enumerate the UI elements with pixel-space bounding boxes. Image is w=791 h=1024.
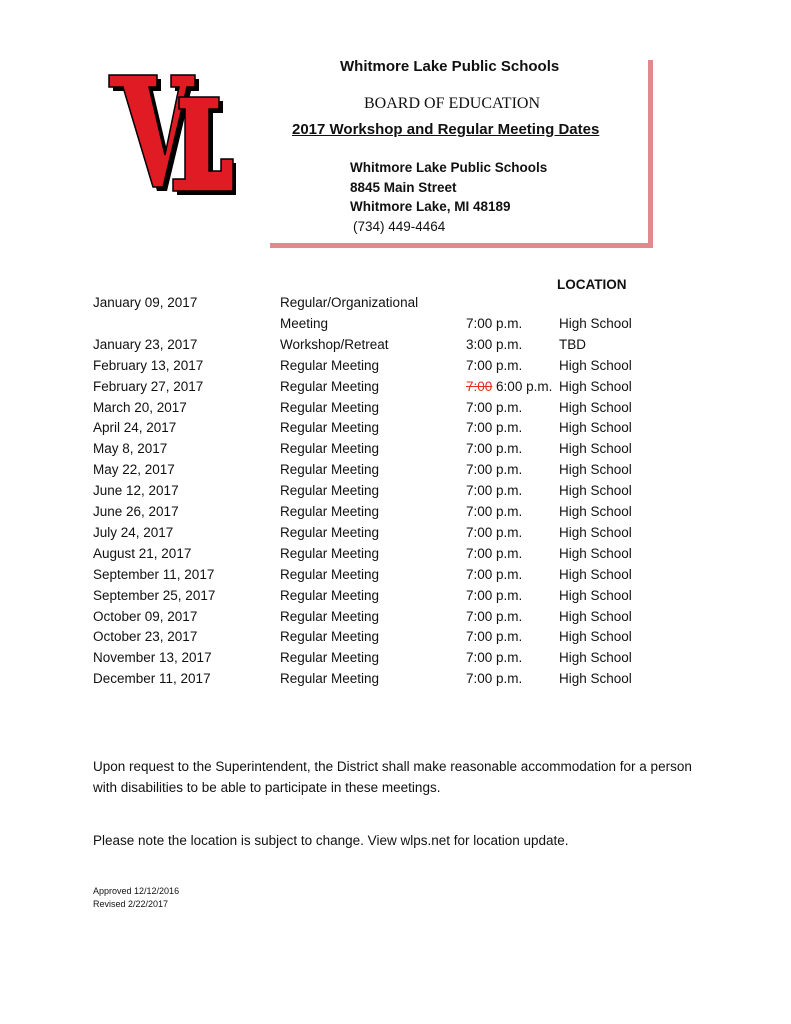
meeting-time: 7:00 p.m. bbox=[466, 420, 523, 436]
document-title: 2017 Workshop and Regular Meeting Dates bbox=[292, 121, 600, 138]
meeting-location: High School bbox=[559, 399, 632, 415]
meeting-location: High School bbox=[559, 545, 632, 561]
meeting-date: February 13, 2017 bbox=[93, 357, 204, 373]
meeting-time: 7:00 p.m. bbox=[466, 315, 523, 331]
meeting-type: Regular Meeting bbox=[280, 566, 380, 582]
meeting-type: Regular Meeting bbox=[280, 399, 380, 415]
meeting-date: November 13, 2017 bbox=[93, 650, 212, 666]
meeting-time: 7:00 p.m. bbox=[466, 587, 523, 603]
meeting-time: 7:00 p.m. bbox=[466, 608, 523, 624]
meeting-location: High School bbox=[559, 650, 632, 666]
meeting-type-line1: Regular/Organizational bbox=[280, 295, 419, 310]
meeting-type: Regular Meeting bbox=[280, 441, 380, 457]
meeting-location: High School bbox=[559, 315, 632, 331]
meeting-type: Regular Meeting bbox=[280, 524, 380, 540]
meeting-location: High School bbox=[559, 524, 632, 540]
meeting-date: May 22, 2017 bbox=[93, 462, 175, 478]
meeting-time: 7:00 p.m. bbox=[466, 629, 523, 645]
meeting-location: High School bbox=[559, 504, 632, 519]
meeting-type: Regular Meeting bbox=[280, 671, 380, 687]
meeting-location: TBD bbox=[559, 336, 586, 352]
meeting-date: April 24, 2017 bbox=[93, 420, 177, 436]
meeting-date: March 20, 2017 bbox=[93, 399, 187, 415]
meeting-date: September 11, 2017 bbox=[93, 566, 215, 582]
meeting-location: High School bbox=[559, 608, 632, 624]
meeting-time: 3:00 p.m. bbox=[466, 336, 523, 352]
meeting-location: High School bbox=[559, 483, 632, 499]
header-border-box bbox=[270, 60, 653, 248]
location-column-header: LOCATION bbox=[557, 277, 627, 292]
meeting-date: June 12, 2017 bbox=[93, 483, 179, 499]
address-name: Whitmore Lake Public Schools bbox=[350, 160, 548, 175]
meeting-date: August 21, 2017 bbox=[93, 545, 192, 561]
meeting-date: May 8, 2017 bbox=[93, 441, 168, 457]
meeting-location: High School bbox=[559, 629, 632, 645]
meeting-location: High School bbox=[559, 357, 632, 373]
meeting-time: 7:00 p.m. bbox=[466, 462, 523, 478]
address-street: 8845 Main Street bbox=[350, 180, 457, 195]
board-title: BOARD OF EDUCATION bbox=[364, 95, 541, 112]
meeting-location: High School bbox=[559, 566, 632, 582]
meeting-time: 7:00 p.m. bbox=[466, 441, 523, 457]
meeting-type: Regular Meeting bbox=[280, 629, 380, 645]
meeting-date: January 23, 2017 bbox=[93, 336, 198, 352]
meeting-date: October 09, 2017 bbox=[93, 608, 198, 624]
address-city: Whitmore Lake, MI 48189 bbox=[350, 199, 511, 214]
meeting-date: January 09, 2017 bbox=[93, 295, 198, 310]
meeting-date: September 25, 2017 bbox=[93, 587, 216, 603]
meeting-date: December 11, 2017 bbox=[93, 671, 211, 687]
meeting-time: 7:00 p.m. bbox=[466, 545, 523, 561]
meeting-type: Regular Meeting bbox=[280, 357, 380, 373]
meeting-type: Regular Meeting bbox=[280, 608, 380, 624]
meeting-location: High School bbox=[559, 441, 632, 457]
meeting-type: Regular Meeting bbox=[280, 504, 380, 519]
meeting-time: 7:00 p.m. bbox=[466, 483, 523, 499]
meeting-date: July 24, 2017 bbox=[93, 524, 174, 540]
meeting-time: 7:00 p.m. bbox=[466, 650, 523, 666]
org-name: Whitmore Lake Public Schools bbox=[340, 58, 560, 75]
meeting-date: October 23, 2017 bbox=[93, 629, 198, 645]
struck-time: 7:00 bbox=[466, 378, 493, 394]
meeting-date: June 26, 2017 bbox=[93, 504, 179, 519]
meeting-type: Regular Meeting bbox=[280, 545, 380, 561]
meeting-time: 7:00 p.m. bbox=[466, 524, 523, 540]
accommodation-note: Upon request to the Superintendent, the District shall make reasonable accommodation for a person with disabilities to be able to participate in these meetings. bbox=[93, 759, 692, 795]
meeting-type: Regular Meeting bbox=[280, 462, 380, 478]
meeting-location: High School bbox=[559, 462, 632, 478]
school-logo bbox=[106, 72, 236, 196]
meeting-type: Regular Meeting bbox=[280, 650, 380, 666]
meeting-type: Regular Meeting bbox=[280, 378, 380, 394]
location-change-note: Please note the location is subject to change. View wlps.net for location update. bbox=[93, 833, 569, 848]
meeting-date: February 27, 2017 bbox=[93, 378, 204, 394]
meeting-type: Regular Meeting bbox=[280, 483, 380, 499]
meeting-type: Regular Meeting bbox=[280, 420, 380, 436]
meeting-location: High School bbox=[559, 671, 632, 687]
meeting-location: High School bbox=[559, 420, 632, 436]
approved-date: Approved 12/12/2016 bbox=[93, 886, 180, 896]
revised-time: 6:00 p.m. bbox=[496, 378, 553, 394]
meeting-location: High School bbox=[559, 378, 632, 394]
revised-date: Revised 2/22/2017 bbox=[93, 899, 169, 909]
meeting-time: 7:00 p.m. bbox=[466, 357, 523, 373]
meeting-location: High School bbox=[559, 587, 632, 603]
meeting-type: Workshop/Retreat bbox=[280, 336, 389, 352]
meeting-time: 7:00 p.m. bbox=[466, 504, 523, 519]
address-phone: (734) 449-4464 bbox=[353, 219, 446, 234]
meeting-time: 7:00 p.m. bbox=[466, 399, 523, 415]
meeting-type: Meeting bbox=[280, 315, 329, 331]
meeting-time: 7:00 p.m. bbox=[466, 671, 523, 687]
meeting-time bbox=[466, 379, 552, 394]
meeting-time: 7:00 p.m. bbox=[466, 566, 523, 582]
meeting-type: Regular Meeting bbox=[280, 587, 380, 603]
